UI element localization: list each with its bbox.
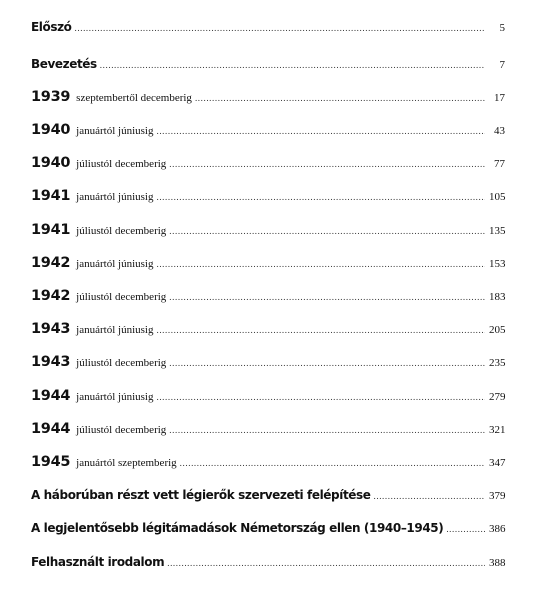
toc-leader-dots [167,558,485,568]
toc-year: 1943 [31,354,71,370]
toc-year: 1942 [31,288,71,304]
toc-leader-dots [446,524,485,534]
toc-page-number: 135 [489,225,506,237]
toc-period: januártól júniusig [76,191,154,203]
toc-entry-1940-jul-dec [31,155,505,177]
toc-page-number: 321 [489,424,506,436]
toc-page-number: 77 [494,158,505,170]
toc-page-number: 5 [499,22,505,34]
toc-period: januártól júniusig [76,391,154,403]
toc-page-number: 386 [489,523,506,535]
toc-period: júliustól decemberig [76,225,167,237]
toc-entry-bevezetes [31,57,505,79]
toc-year: 1944 [31,388,71,404]
toc-year: 1941 [31,222,71,238]
toc-page-number: 43 [494,125,505,137]
toc-entry-1943-jul-dec [31,354,505,376]
toc-year: 1940 [31,122,71,138]
toc-entry-1945-jan-sep [31,454,505,476]
toc-year: 1942 [31,255,71,271]
toc-section-title: A legjelentősebb légitámadások Németország ellen (1940–1945) [31,521,444,535]
toc-leader-dots [75,23,485,33]
toc-entry-1939-sep-dec [31,89,505,111]
toc-year: 1940 [31,155,71,171]
toc-entry-1941-jul-dec [31,222,505,244]
toc-page-number: 235 [489,357,506,369]
toc-leader-dots [100,60,485,70]
toc-entry-1942-jul-dec [31,288,505,310]
toc-section-title: Előszó [31,20,72,34]
toc-leader-dots [169,425,485,435]
table-of-contents [31,0,505,600]
toc-leader-dots [374,491,486,501]
toc-period: januártól júniusig [76,125,154,137]
toc-page-number: 279 [489,391,506,403]
toc-year: 1943 [31,321,71,337]
toc-entry-1943-jan-jun [31,321,505,343]
toc-period: júliustól decemberig [76,291,167,303]
toc-period: januártól júniusig [76,258,154,270]
toc-leader-dots [169,226,485,236]
toc-entry-1944-jan-jun [31,388,505,410]
toc-page-number: 153 [489,258,506,270]
toc-leader-dots [169,159,485,169]
toc-page-number: 105 [489,191,506,203]
toc-leader-dots [156,126,485,136]
toc-period: januártól júniusig [76,324,154,336]
toc-leader-dots [156,259,485,269]
toc-leader-dots [156,392,485,402]
toc-leader-dots [156,192,485,202]
toc-page-number: 379 [489,490,506,502]
toc-period: júliustól decemberig [76,357,167,369]
toc-year: 1944 [31,421,71,437]
toc-page-number: 347 [489,457,506,469]
toc-leader-dots [180,458,485,468]
toc-year: 1941 [31,188,71,204]
toc-leader-dots [156,325,485,335]
toc-entry-1942-jan-jun [31,255,505,277]
toc-year: 1945 [31,454,71,470]
toc-leader-dots [195,93,485,103]
toc-year: 1939 [31,89,71,105]
toc-leader-dots [169,292,485,302]
toc-entry-legitamadasok [31,521,505,543]
toc-entry-irodalom [31,555,505,577]
toc-entry-1944-jul-dec [31,421,505,443]
toc-period: júliustól decemberig [76,158,167,170]
toc-section-title: Bevezetés [31,57,97,71]
toc-section-title: A háborúban részt vett légierők szervezeti felépítése [31,488,371,502]
toc-page-number: 388 [489,557,506,569]
toc-page-number: 7 [499,59,505,71]
toc-entry-legierok [31,488,505,510]
toc-entry-1940-jan-jun [31,122,505,144]
toc-period: júliustól decemberig [76,424,167,436]
toc-entry-eloszo [31,20,505,42]
toc-entry-1941-jan-jun [31,188,505,210]
toc-leader-dots [169,358,485,368]
toc-page-number: 17 [494,92,505,104]
toc-page-number: 183 [489,291,506,303]
toc-period: szeptembertől decemberig [76,92,192,104]
toc-section-title: Felhasznált irodalom [31,555,165,569]
toc-period: januártól szeptemberig [76,457,177,469]
toc-page-number: 205 [489,324,506,336]
